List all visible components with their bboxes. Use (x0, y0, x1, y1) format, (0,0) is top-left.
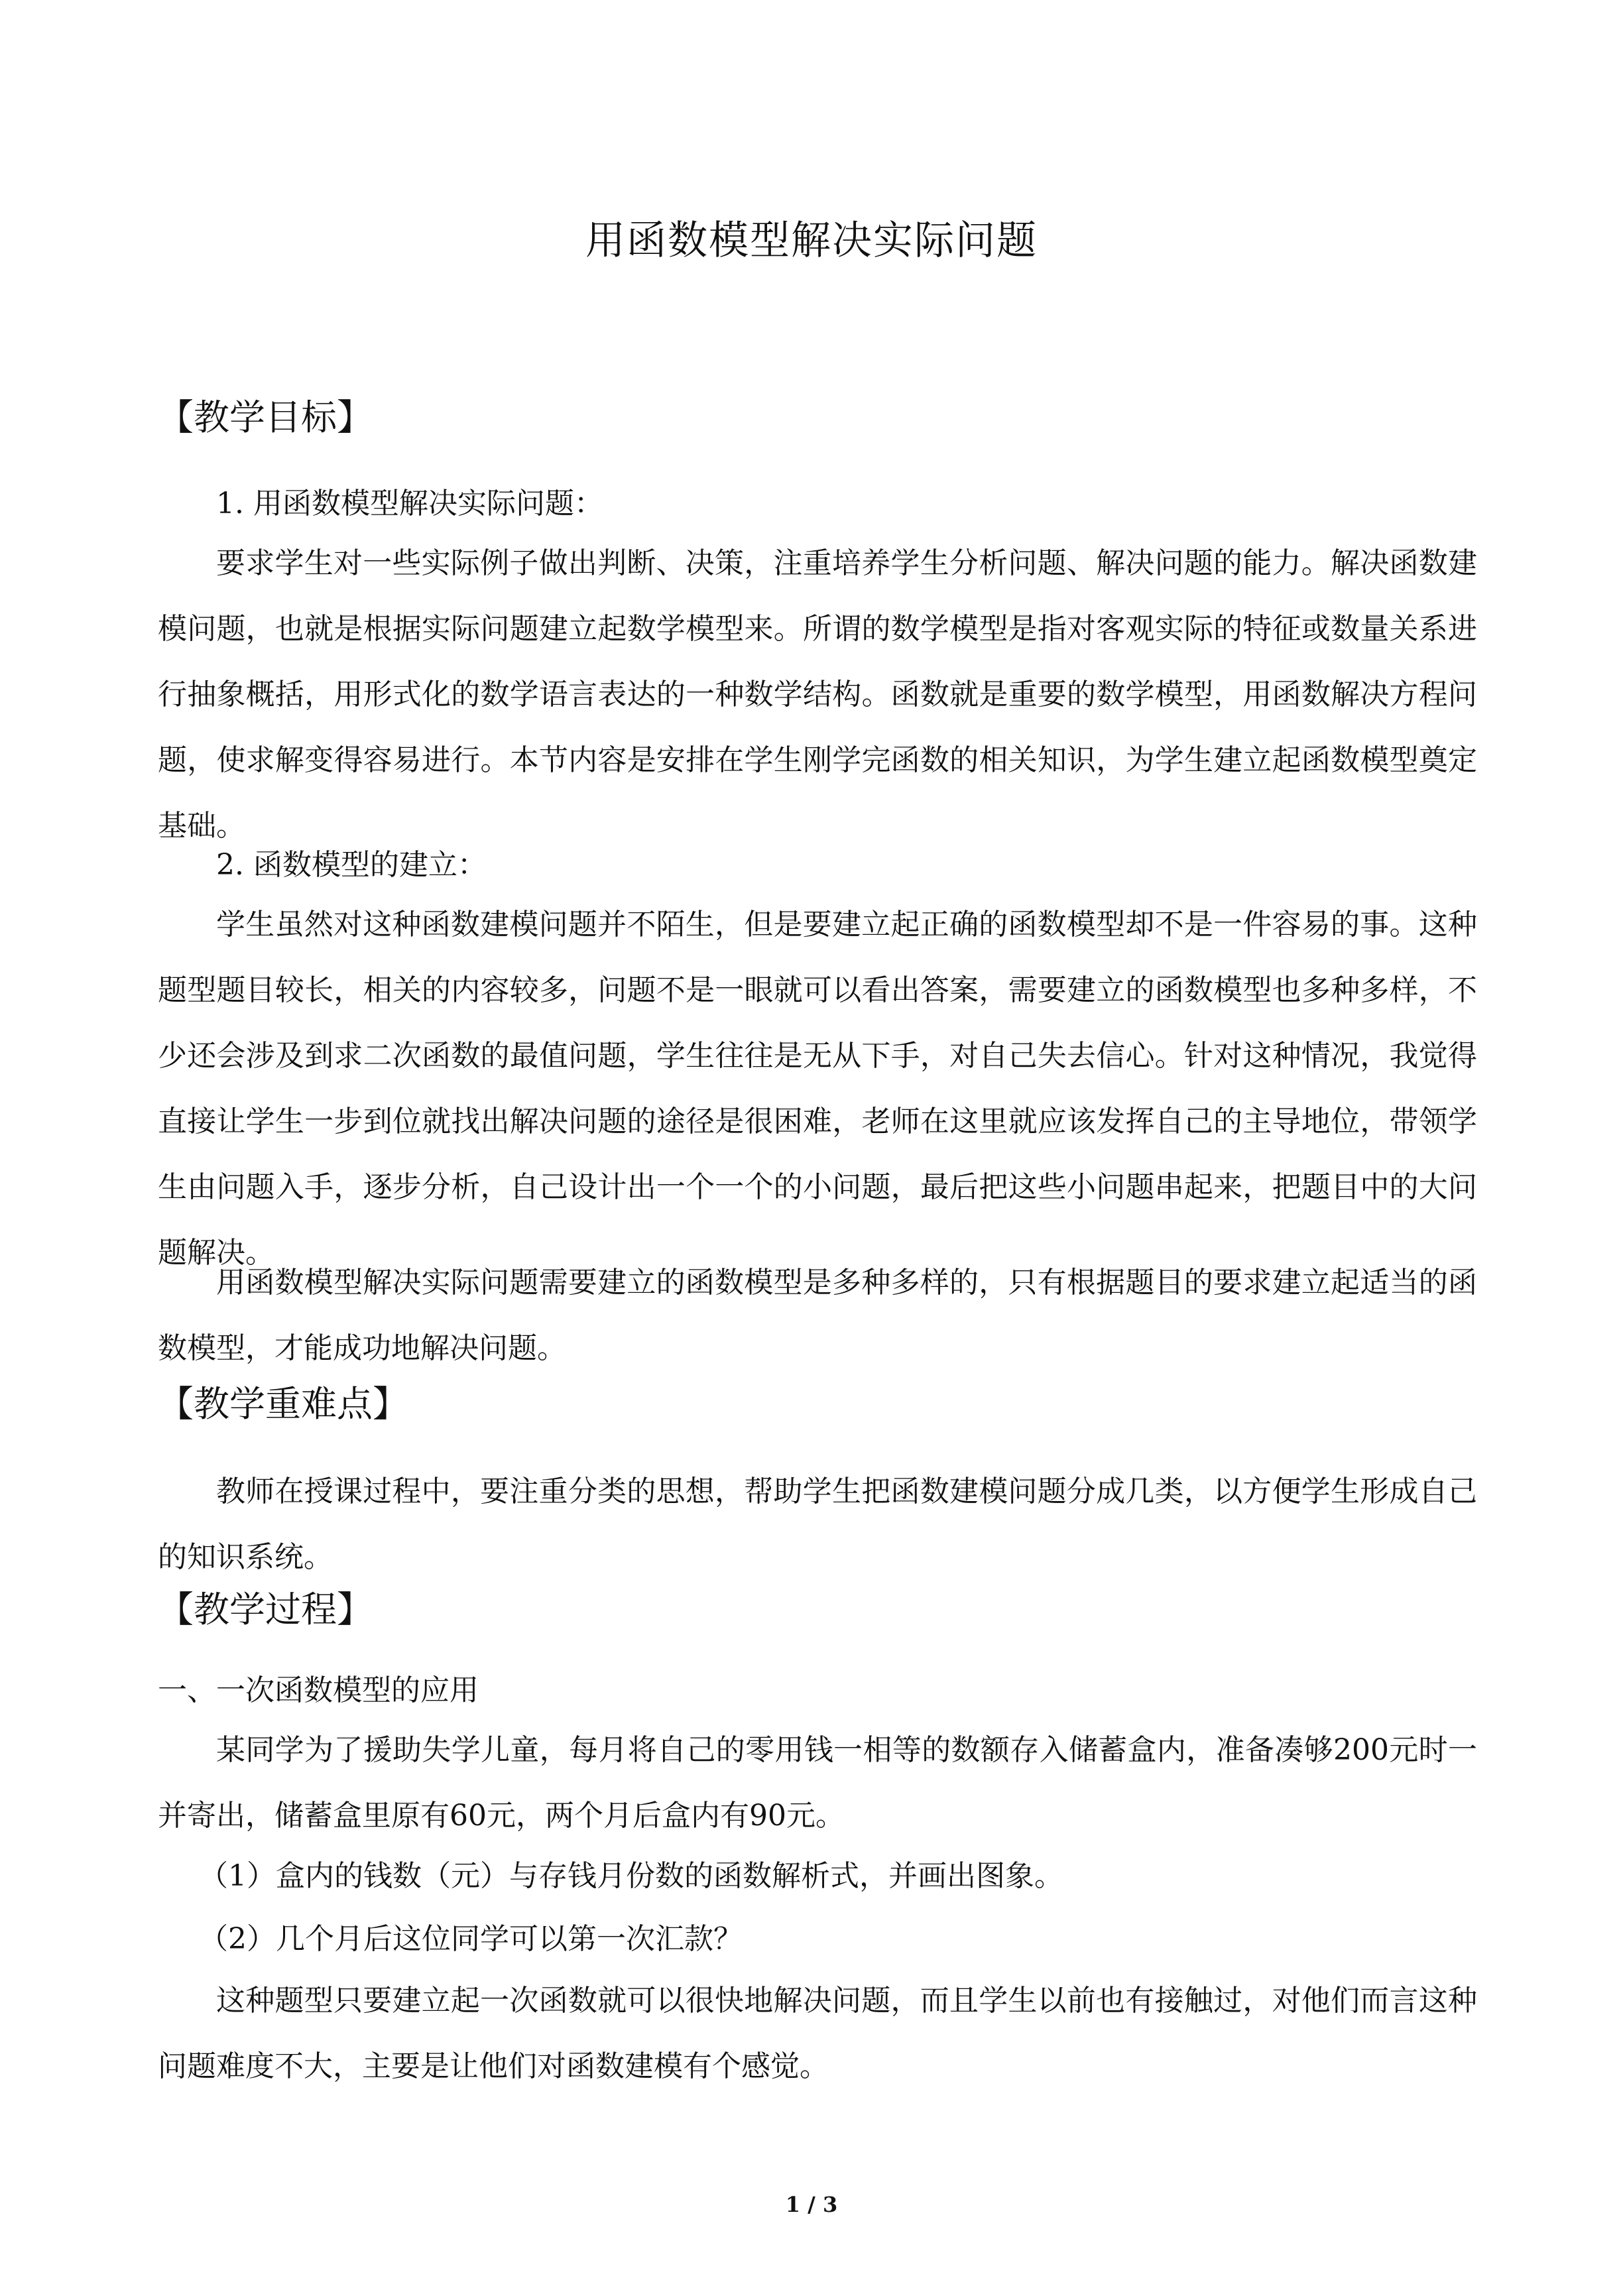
objective-item-2-paragraph-1: 学生虽然对这种函数建模问题并不陌生，但是要建立起正确的函数模型却不是一件容易的事。这种题型题目较长，相关的内容较多，问题不是一眼就可以看出答案，需要建立的函数模型也多种多样，不少还会涉及到求二次函数的最值问题，学生往往是无从下手，对自己失去信心。针对这种情况，我觉得直接让学生一步到位就找出解决问题的途径是很困难，老师在这里就应该发挥自己的主导地位，带领学生由问题入手，逐步分析，自己设计出一个一个的小问题，最后把这些小问题串起来，把题目中的大问题解决。 (158, 908, 1477, 1270)
process-question-1: （1）盒内的钱数（元）与存钱月份数的函数解析式，并画出图象。 (199, 1859, 1063, 1893)
page-number: 1 / 3 (785, 2192, 838, 2217)
process-question-2: （2）几个月后这位同学可以第一次汇款？ (199, 1922, 743, 1956)
key-points-paragraph: 教师在授课过程中，要注重分类的思想，帮助学生把函数建模问题分成几类，以方便学生形成自己的知识系统。 (158, 1475, 1477, 1574)
process-comment-paragraph: 这种题型只要建立起一次函数就可以很快地解决问题，而且学生以前也有接触过，对他们而言这种问题难度不大，主要是让他们对函数建模有个感觉。 (158, 1984, 1477, 2083)
section-heading-key-points: 【教学重难点】 (158, 1383, 408, 1425)
section-heading-process: 【教学过程】 (158, 1589, 373, 1630)
objective-item-1-paragraph: 要求学生对一些实际例子做出判断、决策，注重培养学生分析问题、解决问题的能力。解决函数建模问题，也就是根据实际问题建立起数学模型来。所谓的数学模型是指对客观实际的特征或数量关系进行抽象概括，用形式化的数学语言表达的一种数学结构。函数就是重要的数学模型，用函数解决方程问题，使求解变得容易进行。本节内容是安排在学生刚学完函数的相关知识，为学生建立起函数模型奠定基础。 (158, 546, 1477, 843)
objective-item-1-heading: 1. 用函数模型解决实际问题： (216, 487, 603, 520)
process-subheading: 一、一次函数模型的应用 (158, 1673, 479, 1707)
section-heading-objectives: 【教学目标】 (158, 396, 373, 438)
document-title: 用函数模型解决实际问题 (585, 217, 1038, 264)
objective-item-2-heading: 2. 函数模型的建立： (216, 848, 487, 882)
objective-item-2-paragraph-2: 用函数模型解决实际问题需要建立的函数模型是多种多样的，只有根据题目的要求建立起适当的函数模型，才能成功地解决问题。 (158, 1266, 1477, 1365)
process-problem-paragraph: 某同学为了援助失学儿童，每月将自己的零用钱一相等的数额存入储蓄盒内，准备凑够200元时一并寄出，储蓄盒里原有60元，两个月后盒内有90元。 (158, 1733, 1477, 1833)
